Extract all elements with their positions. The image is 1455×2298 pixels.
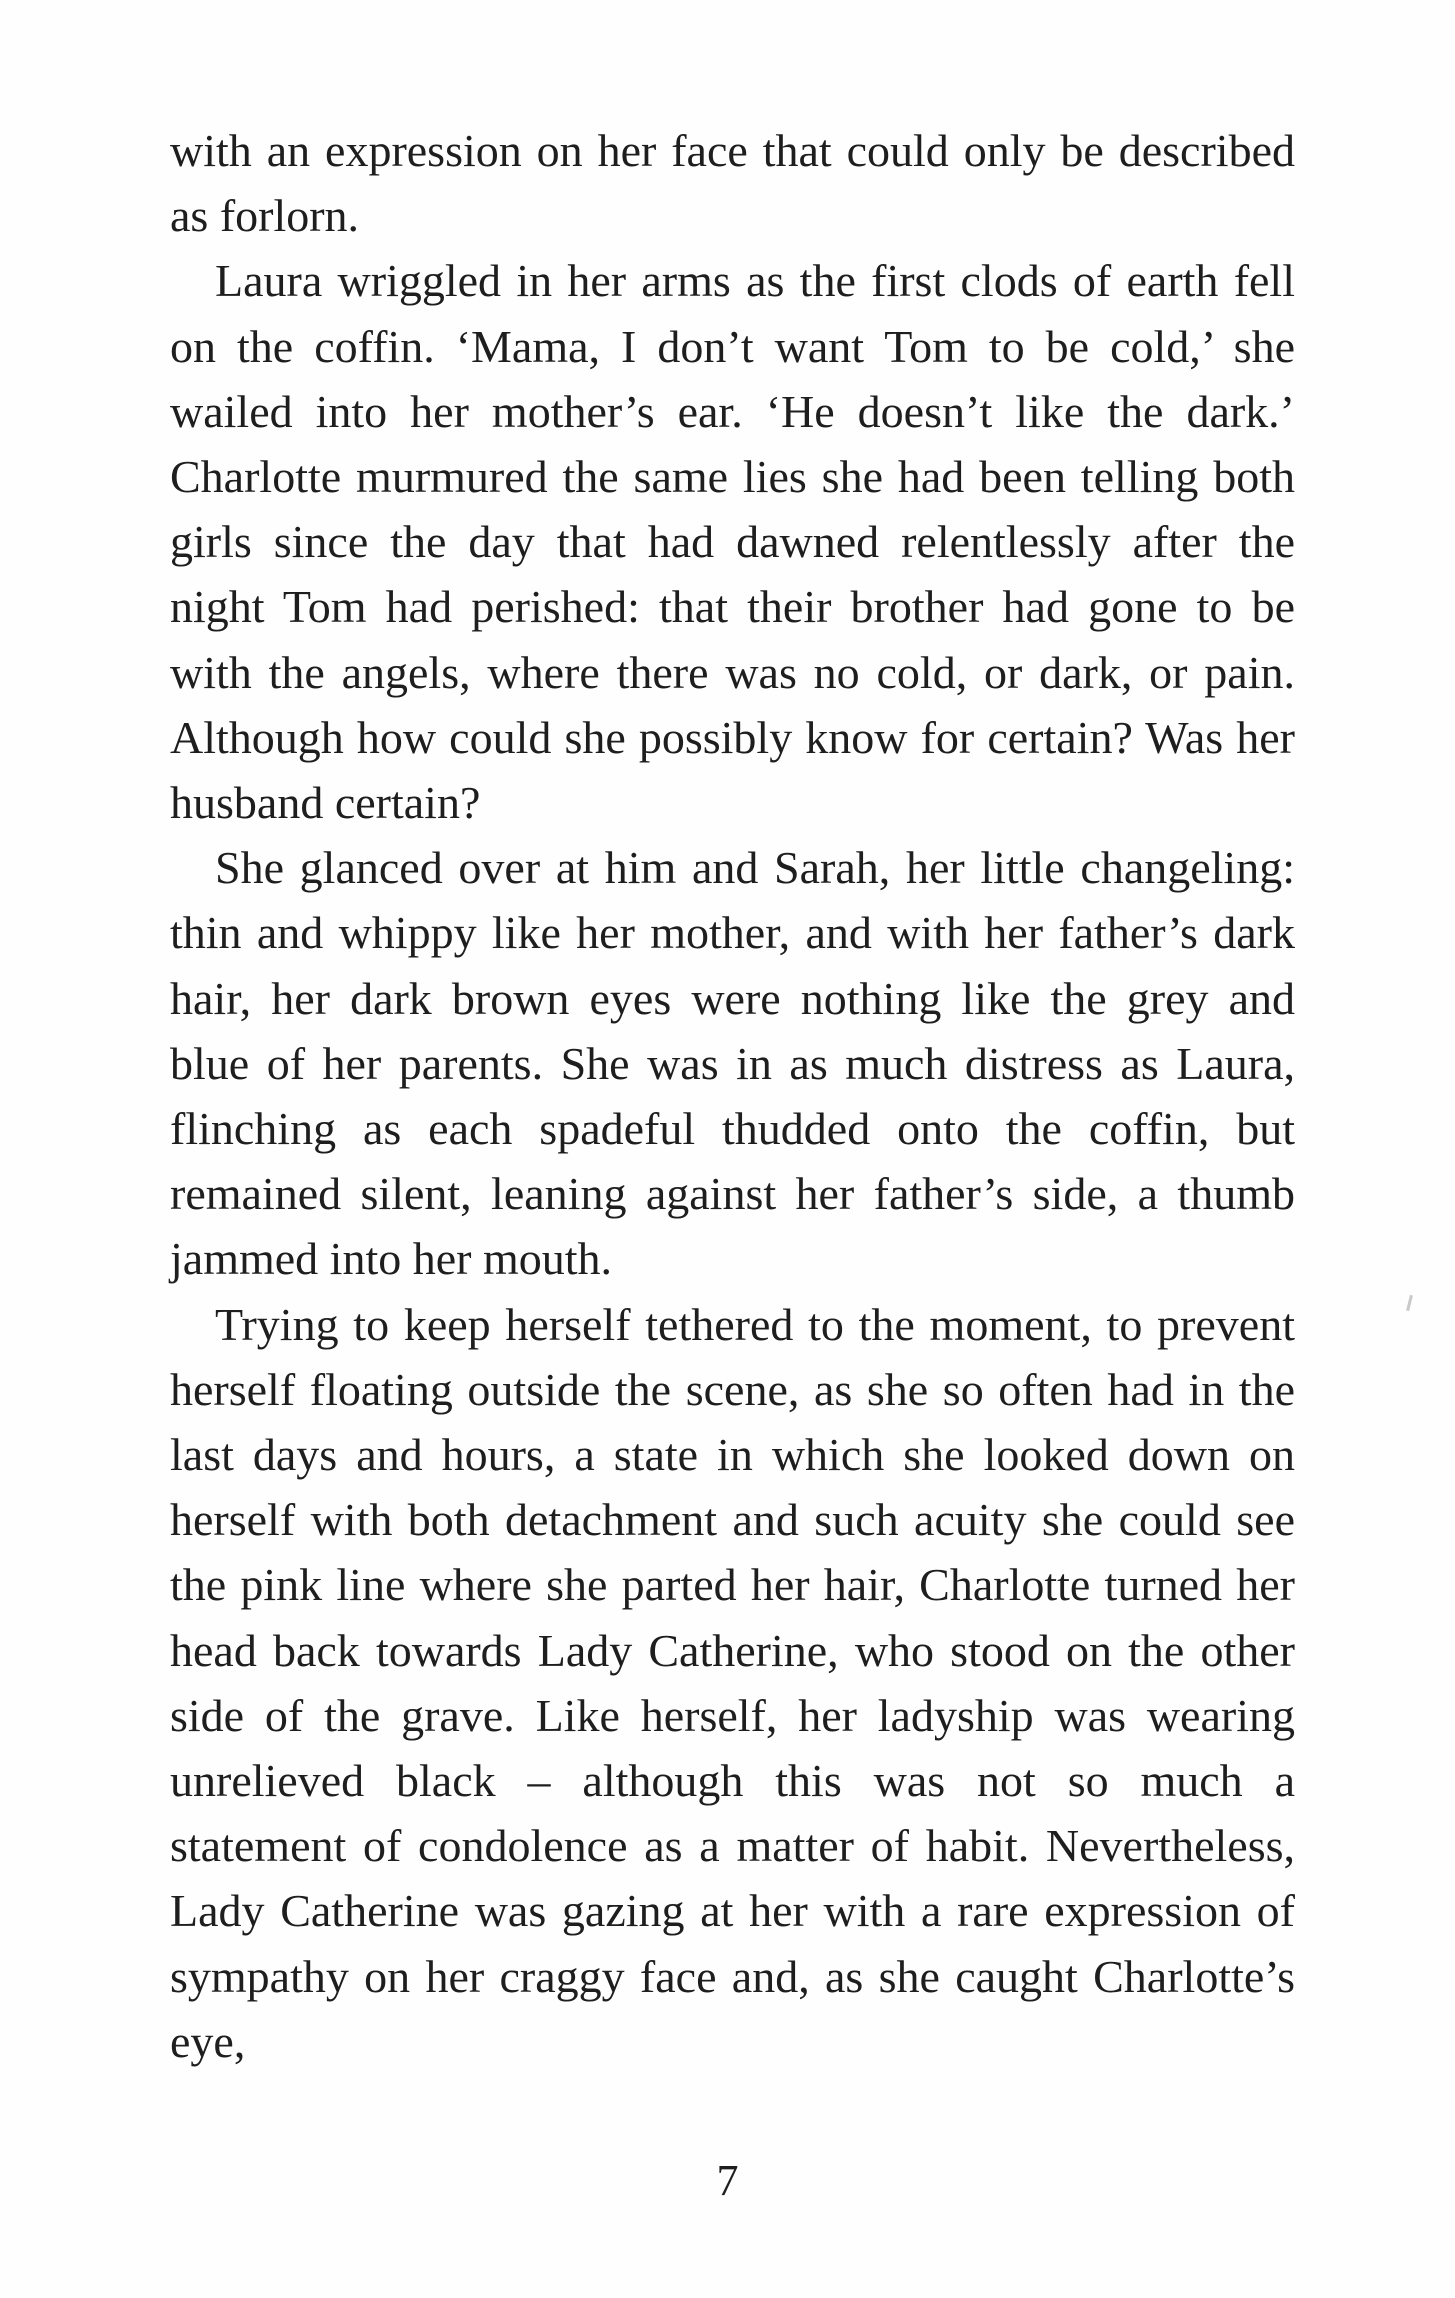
paragraph: Trying to keep herself tethered to the moment, to prevent herself floating outside the scene, as she so often had in the last days and hours, a state in which she looked down on herself with both detachment and such acuity she could see the pink line where she parted her hair, Charlotte turned her head back towards Lady Catherine, who stood on the other side of the grave. Like herself, her ladyship was wearing unrelieved black – although this was not so much a statement of condolence as a matter of habit. Nevertheless, Lady Catherine was gazing at her with a rare expression of sympathy on her craggy face and, as she caught Charlotte’s eye, bbox=[170, 1298, 1295, 2067]
page-number: 7 bbox=[716, 2156, 739, 2205]
paragraph: She glanced over at him and Sarah, her little changeling: thin and whippy like her mother, and with her father’s dark hair, her dark brown eyes were nothing like the grey and blue of her parents. She was in as much distress as Laura, flinching as each spadeful thudded onto the coffin, but remained silent, leaning against her father’s side, a thumb jammed into her mouth. bbox=[170, 842, 1295, 1285]
body-text bbox=[170, 118, 1295, 2074]
scan-speck bbox=[1406, 1295, 1413, 1311]
paragraph: Laura wriggled in her arms as the first clods of earth fell on the coffin. ‘Mama, I don’t want Tom to be cold,’ she wailed into her mother’s ear. ‘He doesn’t like the dark.’ Charlotte murmured the same lies she had been telling both girls since the day that had dawned relentlessly after the night Tom had perished: that their brother had gone to be with the angels, where there was no cold, or dark, or pain. Although how could she possibly know for certain? Was her husband certain? bbox=[170, 255, 1295, 829]
paragraph-continuation: with an expression on her face that could only be described as forlorn. bbox=[170, 125, 1295, 242]
